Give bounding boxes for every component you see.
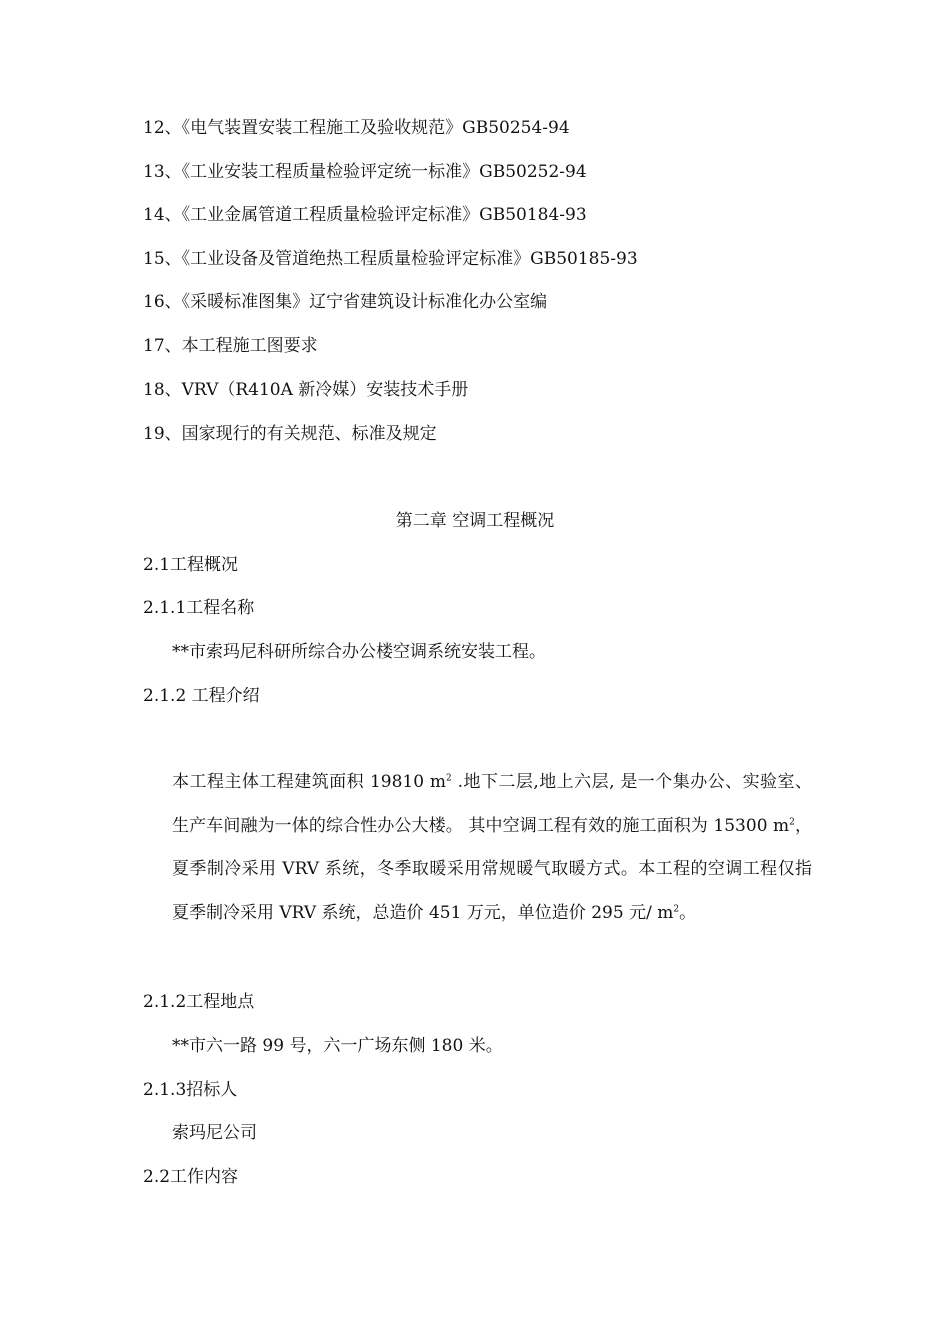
reference-item-19: 19、国家现行的有关规范、标准及规定 (143, 424, 437, 444)
reference-item-13: 13、《工业安装工程质量检验评定统一标准》GB50252-94 (143, 162, 587, 182)
intro-part-2: .地下二层,地上六层, 是一个集办公、实验室、生产车间融为一体的综合性办公大楼。 其中空调工程有效的施工面积为 15300 m (172, 772, 812, 836)
section-heading-2-1-2-location: 2.1.2工程地点 (143, 992, 255, 1012)
bidder-text: 索玛尼公司 (172, 1123, 257, 1143)
project-name-text: **市索玛尼科研所综合办公楼空调系统安装工程。 (172, 642, 546, 662)
section-heading-2-1-2-intro: 2.1.2 工程介绍 (143, 686, 260, 706)
superscript-2: 2 (673, 903, 680, 914)
intro-part-3: ，夏季制冷采用 VRV 系统，冬季取暖采用常规暖气取暖方式。本工程的空调工程仅指夏季制冷采用 VRV 系统，总造价 451 万元，单位造价 295 元/ m (172, 815, 813, 923)
section-heading-2-1-1: 2.1.1工程名称 (143, 598, 255, 618)
reference-item-16: 16、《采暖标准图集》辽宁省建筑设计标准化办公室编 (143, 292, 548, 312)
reference-item-14: 14、《工业金属管道工程质量检验评定标准》GB50184-93 (143, 205, 587, 225)
reference-item-12: 12、《电气装置安装工程施工及验收规范》GB50254-94 (143, 118, 570, 138)
intro-part-1: 本工程主体工程建筑面积 19810 m (172, 772, 447, 792)
superscript-2: 2 (789, 816, 795, 827)
reference-item-18: 18、VRV（R410A 新冷媒）安装技术手册 (143, 380, 469, 400)
superscript-2: 2 (446, 773, 452, 784)
reference-item-15: 15、《工业设备及管道绝热工程质量检验评定标准》GB50185-93 (143, 249, 638, 269)
reference-item-17: 17、本工程施工图要求 (143, 336, 318, 356)
section-heading-2-2: 2.2工作内容 (143, 1167, 239, 1187)
section-heading-2-1-3: 2.1.3招标人 (143, 1080, 238, 1100)
section-heading-2-1: 2.1工程概况 (143, 555, 239, 575)
project-intro-paragraph (172, 761, 812, 935)
chapter-title: 第二章 空调工程概况 (395, 511, 555, 531)
intro-part-4: 。 (679, 902, 697, 923)
location-text: **市六一路 99 号，六一广场东侧 180 米。 (172, 1036, 503, 1056)
